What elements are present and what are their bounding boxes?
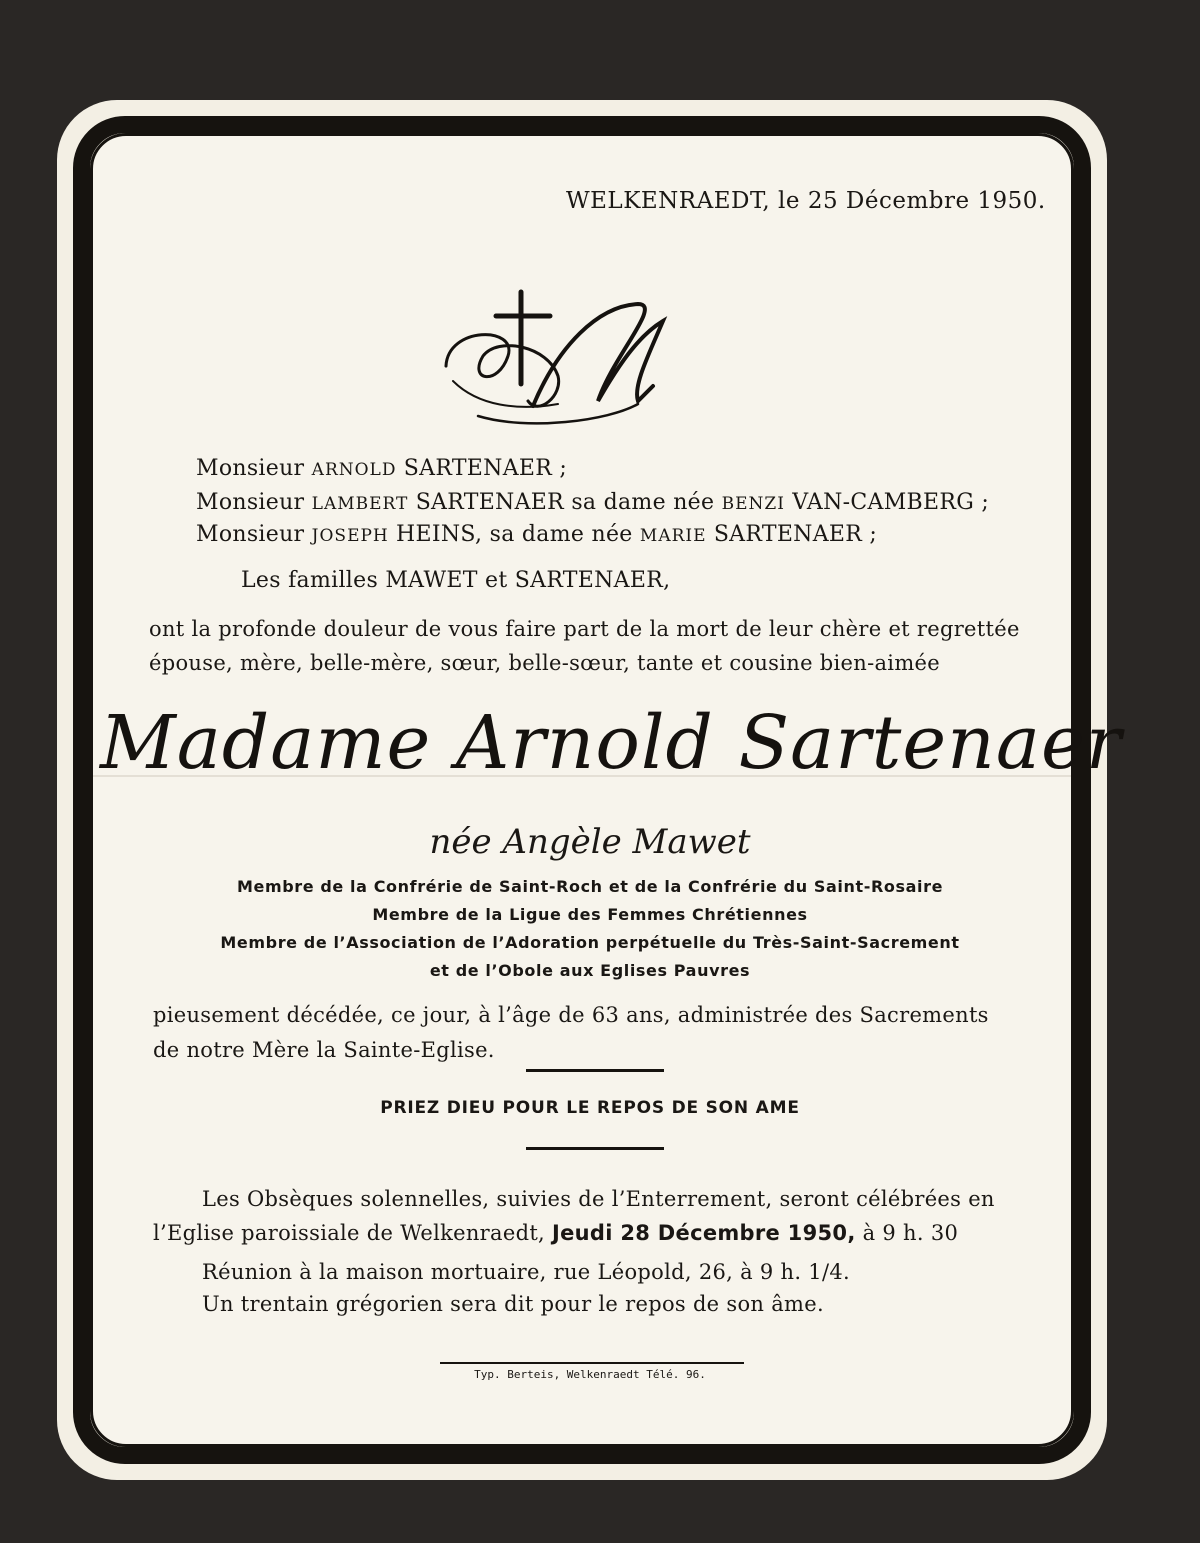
announcement-line-1: ont la profonde douleur de vous faire part de la mort de leur chère et regrettée — [149, 617, 1020, 641]
deceased-name: Madame Arnold Sartenaer — [100, 700, 1123, 786]
family-line-1: Monsieur ARNOLD SARTENAER ; — [196, 456, 568, 481]
death-line-1: pieusement décédée, ce jour, à l’âge de 63 ans, administrée des Sacrements — [153, 1003, 989, 1027]
funeral-line-4: Un trentain grégorien sera dit pour le repos de son âme. — [202, 1292, 824, 1316]
announcement-line-2: épouse, mère, belle-mère, sœur, belle-sœur, tante et cousine bien-aimée — [149, 651, 940, 675]
cross-monogram-icon — [438, 286, 678, 436]
family-line-3: Monsieur JOSEPH HEINS, sa dame née MARIE SARTENAER ; — [196, 522, 878, 547]
funeral-line-3: Réunion à la maison mortuaire, rue Léopold, 26, à 9 h. 1/4. — [202, 1260, 850, 1284]
place-date-line: WELKENRAEDT, le 25 Décembre 1950. — [566, 188, 1046, 214]
membership-line: Membre de la Ligue des Femmes Chrétiennes — [372, 905, 808, 924]
divider-top — [526, 1069, 664, 1072]
funeral-line-2: l’Eglise paroissiale de Welkenraedt, Jeudi 28 Décembre 1950, à 9 h. 30 — [153, 1221, 959, 1245]
family-line-2: Monsieur LAMBERT SARTENAER sa dame née BENZI VAN-CAMBERG ; — [196, 490, 990, 515]
membership-line: Membre de la Confrérie de Saint-Roch et de la Confrérie du Saint-Rosaire — [236, 877, 944, 896]
prayer-request: PRIEZ DIEU POUR LE REPOS DE SON AME — [380, 1098, 800, 1118]
divider-bottom — [526, 1147, 664, 1150]
printer-credit: Typ. Berteis, Welkenraedt Télé. 96. — [474, 1368, 706, 1381]
membership-line: Membre de l’Association de l’Adoration perpétuelle du Très-Saint-Sacrement — [220, 933, 960, 952]
family-line-4: Les familles MAWET et SARTENAER, — [241, 568, 671, 593]
membership-line: et de l’Obole aux Eglises Pauvres — [429, 961, 751, 980]
printer-rule — [440, 1362, 744, 1364]
funeral-line-1: Les Obsèques solennelles, suivies de l’Enterrement, seront célébrées en — [202, 1187, 995, 1211]
death-line-2: de notre Mère la Sainte-Eglise. — [153, 1038, 495, 1062]
funeral-date: Jeudi 28 Décembre 1950, — [552, 1221, 856, 1245]
maiden-name: née Angèle Mawet — [429, 822, 751, 862]
